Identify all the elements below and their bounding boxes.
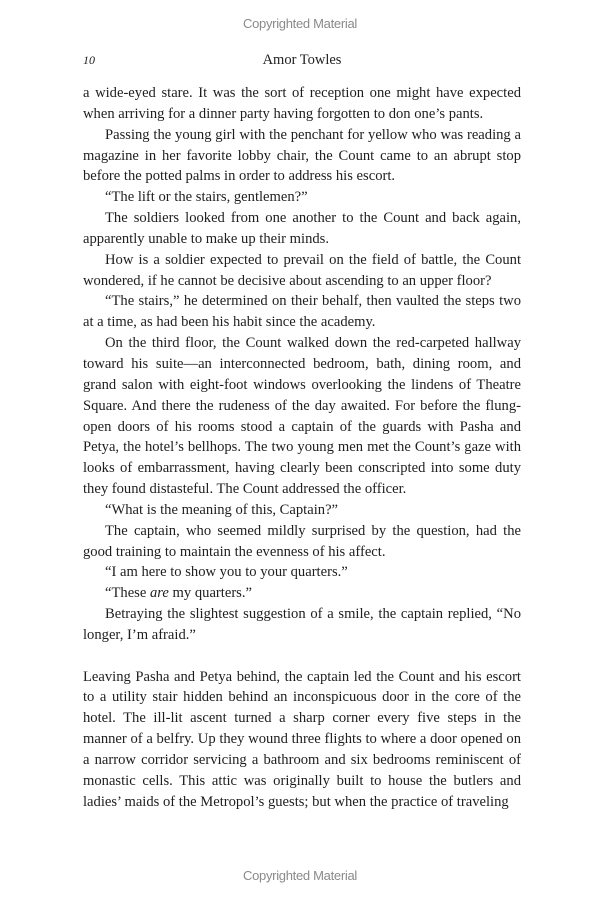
body-text (83, 83, 521, 813)
page-number: 10 (83, 53, 95, 67)
copyright-watermark-bottom: Copyrighted Material (243, 868, 357, 883)
paragraph-dialogue: “I am here to show you to your quarters.” (105, 564, 348, 581)
paragraph: On the third floor, the Count walked down the red-carpeted hallway toward his suite—an interconnected bedroom, bath, dining room, and grand salon with eight-foot windows overlooking the lindens of Theatre Square. And there the rudeness of the day awaited. For before the flung-open doors of his rooms stood a captain of the guards with Pasha and Petya, the hotel’s bellhops. The two young men met the Count’s gaze with looks of embarrassment, having clearly been conscripted into some duty they found distasteful. The Count addressed the officer. (83, 335, 521, 498)
paragraph: “The stairs,” he determined on their behalf, then vaulted the steps two at a time, as had been his habit since the academy. (83, 293, 521, 331)
paragraph-continued: a wide-eyed stare. It was the sort of reception one might have expected when arriving for a dinner party having forgotten to don one’s pants. (83, 85, 521, 122)
paragraph-section-start: Leaving Pasha and Petya behind, the captain led the Count and his escort to a utility stair hidden behind an inconspicuous door in the core of the hotel. The ill-lit ascent turned a sharp corner every five steps in the manner of a belfry. Up they wound three flights to where a door opened on a narrow corridor servicing a bathroom and six bedrooms reminiscent of monastic cells. This attic was originally built to house the butlers and ladies’ maids of the Metropol’s guests; but when the practice of traveling (83, 668, 521, 810)
paragraph: Betraying the slightest suggestion of a smile, the captain replied, “No longer, I’m afraid.” (83, 606, 521, 643)
section-break (83, 646, 521, 667)
paragraph: How is a soldier expected to prevail on the field of battle, the Count wondered, if he cannot be decisive about ascending to an upper floor? (83, 251, 521, 289)
emphasized-word: are (149, 585, 169, 602)
paragraph-dialogue: “What is the meaning of this, Captain?” (105, 501, 339, 518)
running-head (83, 52, 521, 70)
paragraph: The soldiers looked from one another to the Count and back again, apparently unable to make up their minds. (83, 210, 521, 247)
paragraph: The captain, who seemed mildly surprised by the question, had the good training to maintain the evenness of his affect. (83, 522, 521, 560)
running-head-author: Amor Towles (262, 52, 342, 68)
copyright-watermark-top: Copyrighted Material (243, 16, 357, 31)
paragraph: Passing the young girl with the penchant for yellow who was reading a magazine in her favorite lobby chair, the Count came to an abrupt stop before the potted palms in order to address his escort. (83, 126, 521, 185)
paragraph-dialogue (83, 583, 521, 604)
dialogue-text: “These (105, 585, 150, 602)
paragraph-dialogue: “The lift or the stairs, gentlemen?” (105, 189, 308, 206)
dialogue-text: my quarters.” (168, 585, 252, 602)
